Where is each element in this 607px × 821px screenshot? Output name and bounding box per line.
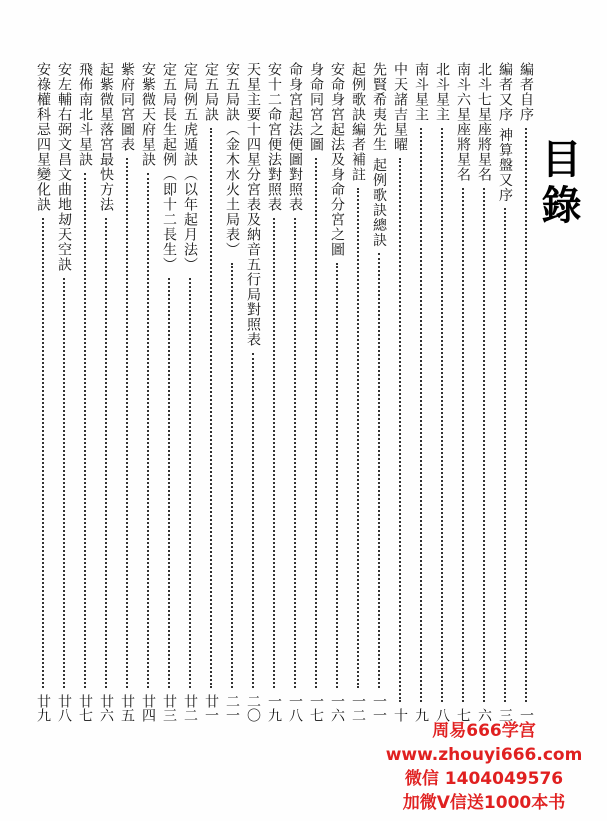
toc-entry <box>54 62 74 722</box>
toc-entry-page: 廿五 <box>119 694 135 722</box>
watermark-line-2: www.zhouyi666.com <box>385 745 583 765</box>
toc-entry <box>180 62 200 722</box>
toc-entry-label: 先賢希夷先生 起例歌訣總訣 <box>371 62 387 248</box>
toc-dot-leader <box>42 218 46 688</box>
toc-entry-label: 天星主要十四星分宮表及納音五行局對照表 <box>245 62 261 347</box>
toc-dot-leader <box>525 128 529 702</box>
toc-entry-page: 一六 <box>329 694 345 722</box>
toc-entry-page: 十 <box>392 708 408 722</box>
toc-entry <box>453 62 473 722</box>
toc-entry <box>96 62 116 722</box>
toc-entry-label: 北斗七星座將星名 <box>476 62 492 182</box>
toc-entry <box>495 62 515 722</box>
toc-entry-page: 一七 <box>308 694 324 722</box>
toc-entry-label: 編者又序 神算盤又序 <box>497 62 513 203</box>
toc-entry <box>474 62 494 722</box>
toc-dot-leader <box>84 173 88 688</box>
toc-entry-label: 命身宮起法便圖對照表 <box>287 62 303 212</box>
toc-entry-page: 一 <box>518 708 534 722</box>
toc-dot-leader <box>126 158 130 688</box>
toc-entry <box>243 62 263 722</box>
toc-entry <box>264 62 284 722</box>
toc-dot-leader <box>189 278 193 688</box>
toc-dot-leader <box>399 158 403 702</box>
toc-entry-page: 廿四 <box>140 694 156 722</box>
toc-entry-page: 一一 <box>371 694 387 722</box>
toc-entry <box>432 62 452 722</box>
watermark-line-3: 微信 1404049576 <box>404 769 564 789</box>
toc-entry-label: 南斗星主 <box>413 62 429 122</box>
toc-entry-page: 九 <box>413 708 429 722</box>
toc-entry <box>369 62 389 722</box>
toc-dot-leader <box>462 188 466 702</box>
toc-entry <box>222 62 242 722</box>
toc-dot-leader <box>315 158 319 688</box>
watermark-line-1: 周易666学宫 <box>432 721 536 741</box>
toc-entry-label: 起例歌訣編者補註 <box>350 62 366 182</box>
toc-entry <box>201 62 221 722</box>
toc-entry <box>390 62 410 722</box>
toc-entry-page: 三 <box>497 708 513 722</box>
toc-dot-leader <box>168 278 172 688</box>
toc-entry-label: 安十二命宮便法對照表 <box>266 62 282 212</box>
toc-dot-leader <box>147 173 151 688</box>
toc-dot-leader <box>210 128 214 688</box>
toc-entry-label: 定五局長生起例（即十二長生） <box>161 62 177 272</box>
toc-entry-label: 安五局訣（金木水火土局表） <box>224 62 240 257</box>
toc-entry <box>33 62 53 722</box>
toc-dot-leader <box>273 218 277 688</box>
toc-entry-label: 紫府同宮圖表 <box>119 62 135 152</box>
toc-entry <box>138 62 158 722</box>
toc-entry-page: 廿七 <box>77 694 93 722</box>
toc-entry-label: 定五局訣 <box>203 62 219 122</box>
toc-entry-label: 安左輔右弼文昌文曲地刼天空訣 <box>56 62 72 272</box>
toc-entry-label: 飛佈南北斗星訣 <box>77 62 93 167</box>
toc-entry-page: 廿六 <box>98 694 114 722</box>
toc-dot-leader <box>231 263 235 688</box>
toc-entry-page: 一二 <box>350 694 366 722</box>
toc-entry-label: 身命同宮之圖 <box>308 62 324 152</box>
toc-entry <box>285 62 305 722</box>
watermark-line-4: 加微V信送1000本书 <box>402 793 566 813</box>
toc-entry-label: 安命身宮起法及身命分宮之圖 <box>329 62 345 257</box>
toc-entry-label: 起紫微星落宮最快方法 <box>98 62 114 212</box>
toc-entry-page: 二〇 <box>245 694 261 722</box>
toc-entry-page: 廿二 <box>182 694 198 722</box>
toc-dot-leader <box>378 253 382 688</box>
toc-entry <box>411 62 431 722</box>
toc-entry <box>75 62 95 722</box>
toc-dot-leader <box>357 188 361 688</box>
toc-dot-leader <box>252 353 256 688</box>
toc-entry-label: 定局例五虎遁訣（以年起月法） <box>182 62 198 272</box>
toc-entry-label: 中天諸吉星曜 <box>392 62 408 152</box>
toc-entry-page: 廿一 <box>203 694 219 722</box>
toc-dot-leader <box>441 128 445 702</box>
toc-dot-leader <box>294 218 298 688</box>
toc-entry <box>117 62 137 722</box>
toc-dot-leader <box>504 208 508 702</box>
watermark <box>369 719 599 815</box>
toc-entry <box>327 62 347 722</box>
toc-entry-page: 七 <box>455 708 471 722</box>
toc-dot-leader <box>105 218 109 688</box>
toc-entry-label: 編者自序 <box>518 62 534 122</box>
toc-entry-label: 南斗六星座將星名 <box>455 62 471 182</box>
page-title: 目錄 <box>535 138 582 230</box>
toc-entry-label: 安祿權科忌四星變化訣 <box>35 62 51 212</box>
toc-entry-label: 北斗星主 <box>434 62 450 122</box>
toc-dot-leader <box>63 278 67 688</box>
toc-entry-page: 一八 <box>287 694 303 722</box>
toc-entry <box>306 62 326 722</box>
toc-entry-page: 二一 <box>224 694 240 722</box>
toc-entry-page: 八 <box>434 708 450 722</box>
toc-dot-leader <box>483 188 487 702</box>
toc-entry-page: 廿三 <box>161 694 177 722</box>
toc-entry-page: 六 <box>476 708 492 722</box>
toc-entry <box>348 62 368 722</box>
toc-dot-leader <box>336 263 340 688</box>
toc-entry-label: 安紫微天府星訣 <box>140 62 156 167</box>
toc-dot-leader <box>420 128 424 702</box>
toc-entry-page: 廿九 <box>35 694 51 722</box>
toc-entry-page: 一九 <box>266 694 282 722</box>
toc-entry <box>159 62 179 722</box>
toc-entry <box>516 62 536 722</box>
toc-entry-page: 廿八 <box>56 694 72 722</box>
